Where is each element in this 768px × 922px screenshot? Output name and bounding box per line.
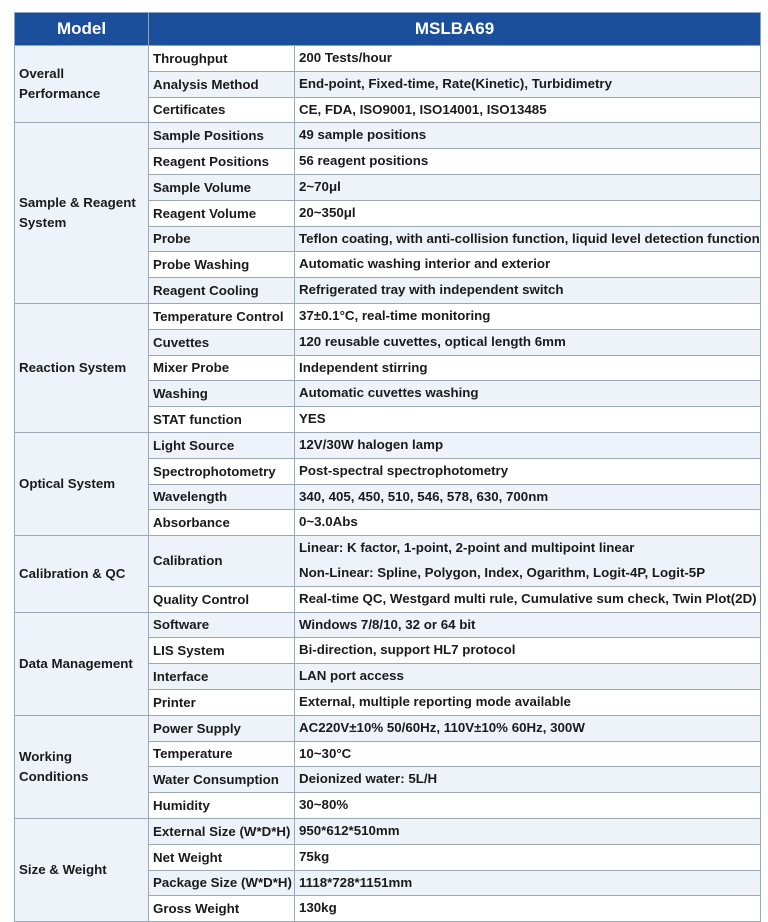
spec-value-line: 56 reagent positions: [299, 153, 429, 169]
spec-key: Quality Control: [149, 586, 295, 612]
spec-value-line: CE, FDA, ISO9001, ISO14001, ISO13485: [299, 101, 547, 117]
spec-key: External Size (W*D*H): [149, 818, 295, 844]
spec-value-line: AC220V±10% 50/60Hz, 110V±10% 60Hz, 300W: [299, 719, 585, 735]
spec-value: [295, 664, 761, 690]
spec-key: Absorbance: [149, 510, 295, 536]
spec-key: Light Source: [149, 432, 295, 458]
spec-value-line: Post-spectral spectrophotometry: [299, 462, 509, 478]
group-label: Size & Weight: [15, 818, 149, 921]
spec-value-line: 130kg: [299, 900, 337, 916]
spec-value-line: Bi-direction, support HL7 protocol: [299, 642, 516, 658]
spec-value: [295, 174, 761, 200]
spec-value-line: 10~30°C: [299, 745, 352, 761]
spec-value-line: 37±0.1°C, real-time monitoring: [299, 307, 491, 323]
spec-value: [295, 149, 761, 175]
spec-value: [295, 896, 761, 922]
spec-key: Humidity: [149, 793, 295, 819]
spec-key: Printer: [149, 689, 295, 715]
spec-value-line: 950*612*510mm: [299, 822, 400, 838]
table-row: [15, 46, 761, 72]
spec-key: Throughput: [149, 46, 295, 72]
spec-value-line: 12V/30W halogen lamp: [299, 436, 444, 452]
spec-value: [295, 793, 761, 819]
spec-key: Mixer Probe: [149, 355, 295, 381]
spec-table-container: [14, 12, 760, 922]
spec-value-line: Real-time QC, Westgard multi rule, Cumulative sum check, Twin Plot(2D): [299, 590, 757, 606]
spec-value-line: Automatic washing interior and exterior: [299, 256, 551, 272]
spec-value: [295, 432, 761, 458]
spec-value-line: 120 reusable cuvettes, optical length 6mm: [299, 333, 566, 349]
group-label: Working Conditions: [15, 715, 149, 818]
spec-value: [295, 226, 761, 252]
table-row: [15, 303, 761, 329]
spec-key: Probe: [149, 226, 295, 252]
spec-key: Wavelength: [149, 484, 295, 510]
spec-value-line: Windows 7/8/10, 32 or 64 bit: [299, 616, 476, 632]
spec-value-line: YES: [299, 411, 326, 427]
model-value: MSLBA69: [149, 13, 761, 46]
spec-key: Temperature: [149, 741, 295, 767]
spec-value: [295, 200, 761, 226]
table-row: [15, 432, 761, 458]
spec-value-line: 20~350μl: [299, 204, 356, 220]
spec-value-line: External, multiple reporting mode available: [299, 693, 571, 709]
spec-value: [295, 123, 761, 149]
spec-key: Package Size (W*D*H): [149, 870, 295, 896]
spec-key: Sample Volume: [149, 174, 295, 200]
spec-value: [295, 329, 761, 355]
group-label: Calibration & QC: [15, 536, 149, 612]
spec-value-line: 340, 405, 450, 510, 546, 578, 630, 700nm: [299, 488, 549, 504]
group-label: Sample & Reagent System: [15, 123, 149, 304]
model-label: Model: [15, 13, 149, 46]
spec-key: Sample Positions: [149, 123, 295, 149]
spec-value: [295, 612, 761, 638]
spec-key: Reagent Positions: [149, 149, 295, 175]
spec-value: [295, 767, 761, 793]
group-label: Overall Performance: [15, 46, 149, 123]
spec-value: [295, 71, 761, 97]
spec-value: [295, 741, 761, 767]
table-row: [15, 818, 761, 844]
spec-value: [295, 97, 761, 123]
spec-value: [295, 381, 761, 407]
spec-value: [295, 355, 761, 381]
spec-value: [295, 458, 761, 484]
spec-table: [14, 12, 761, 922]
spec-key: LIS System: [149, 638, 295, 664]
spec-value: [295, 484, 761, 510]
group-label: Reaction System: [15, 303, 149, 432]
spec-key: Temperature Control: [149, 303, 295, 329]
spec-value: [295, 46, 761, 72]
table-row: [15, 123, 761, 149]
spec-table-body: [15, 46, 761, 922]
table-row: [15, 536, 761, 587]
spec-value-line: 1118*728*1151mm: [299, 874, 413, 890]
spec-key: Reagent Volume: [149, 200, 295, 226]
spec-key: STAT function: [149, 407, 295, 433]
spec-key: Calibration: [149, 536, 295, 587]
table-row: [15, 715, 761, 741]
group-label: Optical System: [15, 432, 149, 535]
spec-value-line: 75kg: [299, 848, 330, 864]
spec-key: Water Consumption: [149, 767, 295, 793]
spec-key: Analysis Method: [149, 71, 295, 97]
spec-key: Reagent Cooling: [149, 278, 295, 304]
spec-key: Interface: [149, 664, 295, 690]
spec-value-line: Automatic cuvettes washing: [299, 385, 479, 401]
spec-key: Cuvettes: [149, 329, 295, 355]
spec-value: [295, 303, 761, 329]
spec-key: Spectrophotometry: [149, 458, 295, 484]
spec-value-line: Teflon coating, with anti-collision function, liquid level detection function: [299, 230, 760, 246]
spec-value-line: End-point, Fixed-time, Rate(Kinetic), Turbidimetry: [299, 75, 612, 91]
spec-key: Power Supply: [149, 715, 295, 741]
spec-value: [295, 536, 761, 587]
spec-value-line: 30~80%: [299, 797, 349, 813]
spec-value: [295, 510, 761, 536]
spec-value-line: 49 sample positions: [299, 127, 427, 143]
spec-value-line: Deionized water: 5L/H: [299, 771, 438, 787]
spec-key: Gross Weight: [149, 896, 295, 922]
spec-value-line: Non-Linear: Spline, Polygon, Index, Ogarithm, Logit-4P, Logit-5P: [299, 564, 706, 580]
spec-value-line: Independent stirring: [299, 359, 428, 375]
spec-value: [295, 715, 761, 741]
spec-value: [295, 252, 761, 278]
group-label: Data Management: [15, 612, 149, 715]
spec-value: [295, 689, 761, 715]
spec-key: Washing: [149, 381, 295, 407]
spec-value-line: 200 Tests/hour: [299, 50, 392, 65]
spec-value-line: Refrigerated tray with independent switch: [299, 282, 564, 298]
table-row: [15, 612, 761, 638]
spec-value: [295, 818, 761, 844]
spec-key: Net Weight: [149, 844, 295, 870]
spec-value: [295, 638, 761, 664]
spec-table-header: [15, 13, 761, 46]
spec-value-line: LAN port access: [299, 668, 404, 684]
spec-key: Certificates: [149, 97, 295, 123]
spec-value: [295, 278, 761, 304]
spec-value: [295, 870, 761, 896]
spec-value-line: 2~70μl: [299, 178, 341, 194]
spec-key: Software: [149, 612, 295, 638]
spec-key: Probe Washing: [149, 252, 295, 278]
spec-value-line: Linear: K factor, 1-point, 2-point and multipoint linear: [299, 540, 635, 556]
spec-value: [295, 586, 761, 612]
spec-value: [295, 407, 761, 433]
spec-value: [295, 844, 761, 870]
spec-value-line: 0~3.0Abs: [299, 514, 358, 530]
